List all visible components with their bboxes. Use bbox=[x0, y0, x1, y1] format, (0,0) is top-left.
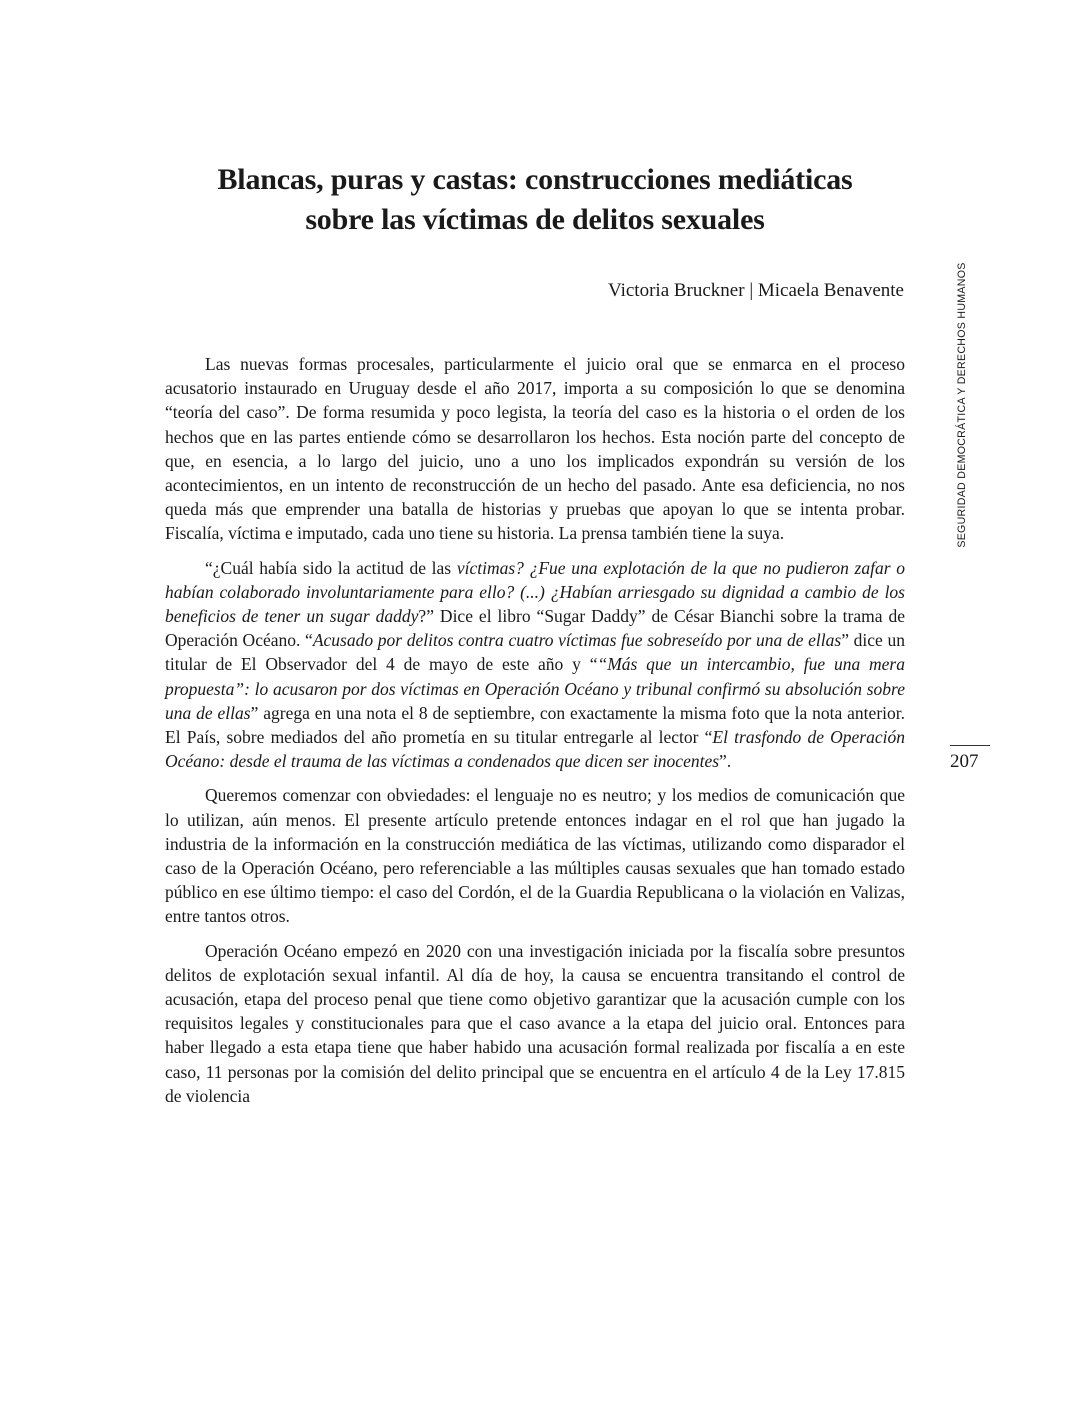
paragraph-2-text: ”. bbox=[719, 751, 732, 772]
page-number: 207 bbox=[950, 745, 990, 774]
paragraph-2-text: ” dice un titular de El Observador del 4 de mayo de este año y “ bbox=[165, 630, 905, 675]
book-quote: víctimas? ¿Fue una explotación de la que no pudieron zafar o habían colaborado involuntariamente para ello? (...) ¿Habían arriesgado su dignidad a cambio de los beneficios de tener un sugar daddy bbox=[165, 557, 905, 627]
paragraph-2 bbox=[165, 556, 905, 774]
headline-quote-el-pais: El trasfondo de Operación Océano: desde el trauma de las víctimas a condenados que dicen ser inocentes bbox=[165, 727, 905, 772]
paragraph-2-text: ?” Dice el libro “Sugar Daddy” de César Bianchi sobre la trama de Operación Océano. “ bbox=[165, 606, 906, 651]
paragraph-2-text: ” agrega en una nota el 8 de septiembre, con exactamente la misma foto que la nota anterior. El País, sobre mediados del año prometía en su titular entregarle al lector “ bbox=[165, 702, 905, 748]
paragraph-3: Queremos comenzar con obviedades: el lenguaje no es neutro; y los medios de comunicación que lo utilizan, aún menos. El presente artículo pretende entonces indagar en el rol que han jugado la industria de la información en la construcción mediática de las víctimas, utilizando como disparador el caso de la Operación Océano, pero referenciable a las múltiples causas sexuales que han tomado estado público en ese último tiempo: el caso del Cordón, el de la Guardia Republicana o la violación en Valizas, entre tantos otros. bbox=[165, 785, 905, 927]
paragraph-1: Las nuevas formas procesales, particularmente el juicio oral que se enmarca en el proceso acusatorio instaurado en Uruguay desde el año 2017, importa a su composición lo que se denomina “teoría del caso”. De forma resumida y poco legista, la teoría del caso es la historia o el orden de los hechos que en las partes entiende cómo se desarrollaron los hechos. Esta noción parte del concepto de que, en esencia, a lo largo del juicio, uno a uno los implicados expondrán su versión de los acontecimientos, en un intento de reconstrucción de un hecho del pasado. Ante esa deficiencia, no nos queda más que emprender una batalla de historias y pruebas que apoyan lo que se intenta probar. Fiscalía, víctima e imputado, cada uno tiene su historia. La prensa también tiene la suya. bbox=[165, 354, 905, 544]
running-head bbox=[950, 245, 974, 565]
article-title-line-1: Blancas, puras y castas: construcciones mediáticas bbox=[217, 163, 853, 196]
article-authors: Victoria Bruckner | Micaela Benavente bbox=[608, 280, 904, 301]
article-body bbox=[165, 352, 905, 1118]
paragraph-4: Operación Océano empezó en 2020 con una investigación iniciada por la fiscalía sobre presuntos delitos de explotación sexual infantil. Al día de hoy, la causa se encuentra transitando el control de acusación, etapa del proceso penal que tiene como objetivo garantizar que la acusación cumple con los requisitos legales y constitucionales para que el caso avance a la etapa del juicio oral. Entonces para haber llegado a esta etapa tiene que haber habido una acusación formal realizada por fiscalía a en este caso, 11 personas por la comisión del delito principal que se encuentra en el artículo 4 de la Ley 17.815 de violencia bbox=[165, 940, 905, 1106]
paragraph-2-text: “¿Cuál había sido la actitud de las bbox=[205, 557, 457, 578]
headline-quote-observador-2: “Más que un intercambio, fue una mera propuesta”: lo acusaron por dos víctimas en Operación Océano y tribunal confirmó su absolución sobre una de ellas bbox=[165, 654, 905, 723]
running-head-text: SEGURIDAD DEMOCRÁTICA Y DERECHOS HUMANOS bbox=[956, 262, 968, 548]
article-title bbox=[150, 160, 920, 240]
headline-quote-observador-1: Acusado por delitos contra cuatro víctimas fue sobreseído por una de ellas bbox=[312, 630, 842, 651]
article-title-line-2: sobre las víctimas de delitos sexuales bbox=[305, 203, 765, 236]
